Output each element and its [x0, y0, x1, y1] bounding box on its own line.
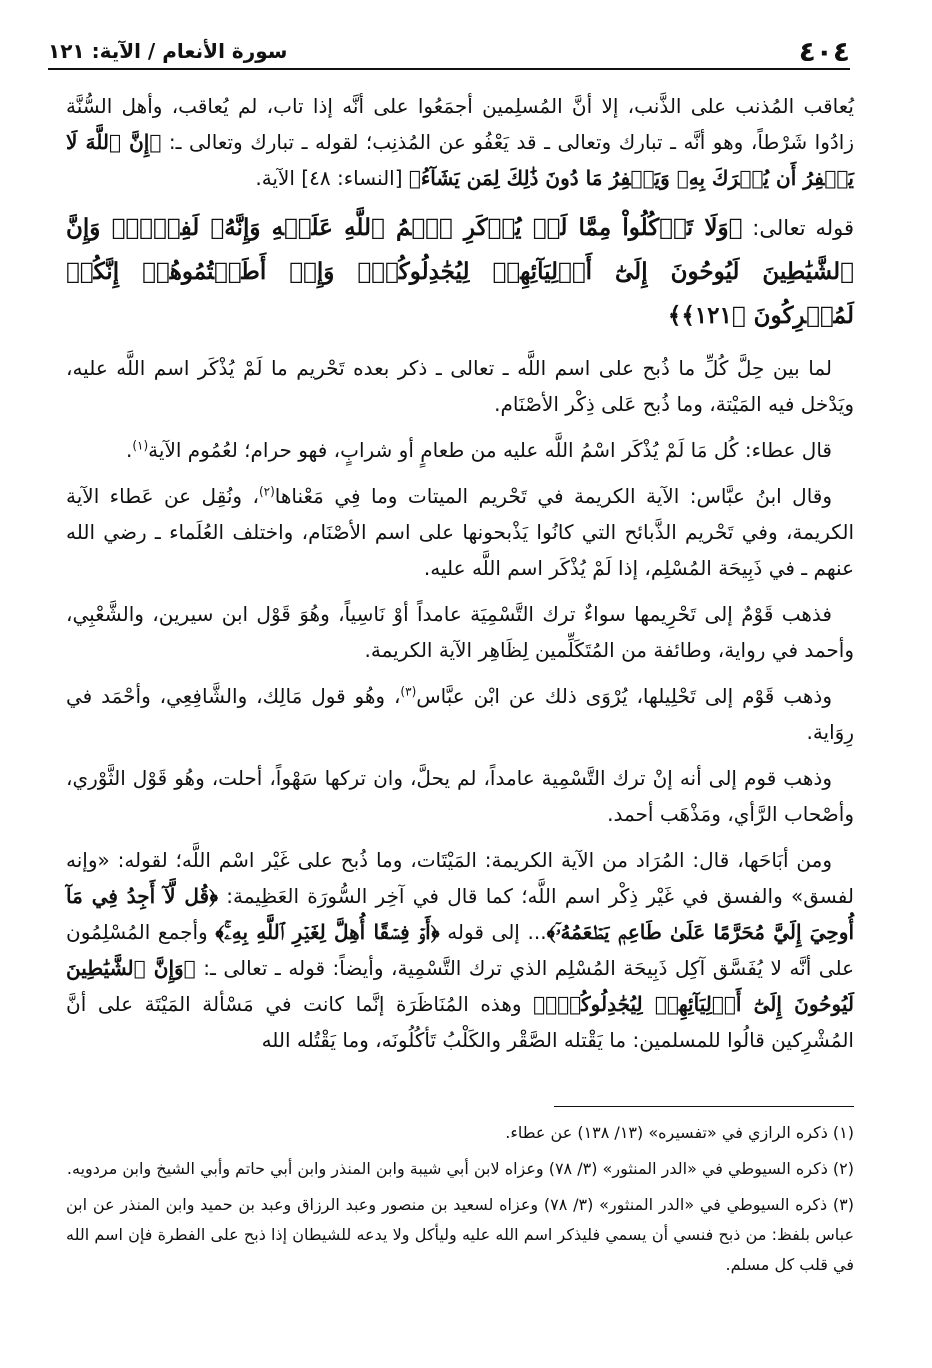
paragraph-7: وذهب قوم إلى أنه إنْ ترك التَّسْمِية عامداً، لم يحلَّ، وان تركها سَهْواً، أحلت، وهُو قَوْل الثَّوْري، وأصْحاب الرَّأي، ومَذْهَب أحمد. [66, 766, 854, 826]
paragraph-6-text-b: ، وهُو قول مَالِك، والشَّافِعِي، وأحْمَد في رِوَاية. [66, 684, 854, 744]
paragraph-5: فذهب قَوْمٌ إلى تَحْرِيمها سواءٌ ترك التَّسْمِيَة عامداً أوْ نَاسِياً، وهُوَ قَوْل ابن سيرين، والشَّعْبِي، وأحمد في رواية، وطائفة من المُتَكَلِّمين لِظَاهِر الآية الكريمة. [66, 602, 854, 662]
verse-heading [66, 206, 854, 338]
paragraph-8 [66, 842, 854, 1058]
paragraph-3-text: قال عطاء: كُل مَا لَمْ يُذْكَر اسْمُ اللَّه عليه من طعامٍ أو شرابٍ، فهو حرام؛ لعُمُوم الآية [148, 438, 832, 462]
paragraph-8-text-c: وأجمع المُسْلِمُون على أنَّه لا يُفَسَّق آكِل ذَبِيحَة المُسْلِم الذي ترك التَّسْمِية، وأيضاً: قوله ـ تعالى ـ: [66, 920, 855, 980]
page-header [48, 34, 850, 70]
paragraph-1 [66, 88, 854, 196]
footnote-ref-2: (٢) [258, 484, 275, 499]
main-text [66, 88, 854, 1068]
footnote-1: (١) ذكره الرازي في «تفسيره» (١٣/ ١٣٨) عن عطاء. [505, 1123, 854, 1142]
footnote-2: (٢) ذكره السيوطي في «الدر المنثور» (٣/ ٧٨) وعزاه لابن أبي شيبة وابن المنذر وابن أبي حاتم وأبي الشيخ وابن مردويه. [66, 1159, 854, 1178]
footnote-separator [554, 1106, 854, 1107]
paragraph-3-end: . [125, 438, 133, 462]
paragraph-4-text-b: ، ونُقِل عن عَطاء الآية الكريمة، وفي تَحْريم الذَّبائح التي كانُوا يَذْبحونها على اسم الأصْنَام، واختلف العُلَماء ـ رضي الله عنهم ـ في ذَبِيحَة المُسْلِم، إذا لَمْ يُذْكَر اسم اللَّه عليه. [66, 484, 854, 580]
quran-quote-4: ﴿وَإِنَّ ٱلشَّيَٰطِينَ لَيُوحُونَ إِلَىٰٓ أَوۡلِيَآئِهِمۡ لِيُجَٰدِلُوكُمۡۖ﴾ [66, 956, 854, 1016]
paragraph-6 [66, 678, 854, 750]
paragraph-8-text-b: ... إلى قوله [439, 920, 547, 944]
paragraph-8-text-a: ومن أبَاحَها، قال: المُرَاد من الآية الكريمة: المَيْتَات، وما ذُبح على غَيْر اسْم اللَّه؛ لقوله: «وإنه لفسق» والفسق في غَيْر ذِكْر اسم اللَّه؛ كما قال في آخِر السُّورَة العَظِيمة: [66, 848, 854, 908]
footnote-ref-1: (١) [132, 438, 149, 453]
paragraph-4 [66, 478, 854, 586]
quran-quote: ﴿إِنَّ ٱللَّهَ لَا يَغۡفِرُ أَن يُشۡرَكَ بِهِۦ وَيَغۡفِرُ مَا دُونَ ذَٰلِكَ لِمَن يَشَآءُ﴾ [66, 130, 854, 190]
footnotes [66, 1118, 854, 1286]
paragraph-8-text-d: وهذه المُنَاظَرَة إنَّما كانت في مَسْألة المَيْتَة على أنَّ المُشْرِكين قالُوا للمسلمين: ما يَقْتله الصَّقْر والكَلْبُ تَأكُلُونَه، وما يَقْتُله الله [66, 992, 854, 1052]
running-title: سورة الأنعام / الآية: ١٢١ [48, 39, 288, 63]
verse-lead: قوله تعالى: [742, 216, 855, 240]
paragraph-6-text-a: وذهب قَوْم إلى تَحْلِيلها، يُرْوَى ذلك عن ابْن عبَّاس [416, 684, 832, 708]
quran-quote-2: ﴿قُل لَّآ أَجِدُ فِي مَآ أُوحِيَ إِلَيَّ مُحَرَّمًا عَلَىٰ طَاعِمٖ يَطۡعَمُهُۥٓ﴾ [66, 884, 854, 944]
quran-quote-3: ﴿أَوۡ فِسۡقًا أُهِلَّ لِغَيۡرِ ٱللَّهِ بِهِۦۚ﴾ [215, 920, 440, 944]
footnote-ref-3: (٣) [400, 684, 417, 699]
footnote-3: (٣) ذكره السيوطي في «الدر المنثور» (٣/ ٧٨) وعزاه لسعيد بن منصور وعبد الرزاق وعبد بن حميد وابن المنذر عن ابن عباس بلفظ: من ذبح فنسي أن يسمي فليذكر اسم الله عليه وليأكل ولا يدعه للشيطان إذا ذبح على الفطرة فإن اسم الله في قلب كل مسلم. [66, 1195, 854, 1274]
paragraph-4-text-a: وقال ابنُ عبَّاس: الآية الكريمة في تَحْريم الميتات وما فِي مَعْناها [274, 484, 833, 508]
paragraph-2: لما بين حِلَّ كُلِّ ما ذُبح على اسم اللَّه ـ تعالى ـ ذكر بعده تَحْريم ما لَمْ يُذْكَر اسم اللَّه عليه، ويَدْخل فيه المَيْتة، وما ذُبح عَلى ذِكْر الأصْنَام. [66, 356, 854, 416]
verse-text: ﴿وَلَا تَأۡكُلُواْ مِمَّا لَمۡ يُذۡكَرِ ٱسۡمُ ٱللَّهِ عَلَيۡهِ وَإِنَّهُۥ لَفِسۡقٞۗ وَإِنَّ ٱلشَّيَٰطِينَ لَيُوحُونَ إِلَىٰٓ أَوۡلِيَآئِهِمۡ لِيُجَٰدِلُوكُمۡۖ وَإِنۡ أَطَعۡتُمُوهُمۡ إِنَّكُمۡ لَمُشۡرِكُونَ ﴿١٢١﴾﴾ [66, 214, 854, 329]
page-number: ٤٠٤ [798, 34, 850, 68]
paragraph-1-text: يُعاقب المُذنب على الذَّنب، إلا أنَّ المُسلِمين أجمَعُوا على أنَّه إذا تاب، لم يُعاقب، وأهل السُّنَّة زادُوا شَرْطاً، وهو أنَّه ـ تبارك وتعالى ـ قد يَعْفُو عن المُذنِب؛ لقوله ـ تبارك وتعالى ـ: [66, 94, 854, 154]
paragraph-1-ref: [النساء: ٤٨] الآية. [255, 166, 409, 190]
paragraph-3 [66, 432, 854, 468]
